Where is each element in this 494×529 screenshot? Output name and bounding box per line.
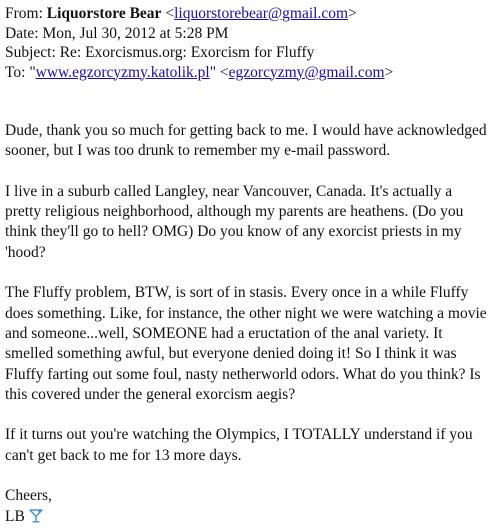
from-open-bracket: < <box>165 5 175 22</box>
from-label: From: <box>5 5 43 22</box>
body-paragraph: If it turns out you're watching the Olympics, I TOTALLY understand if you can't get back to me for 13 more days. <box>5 426 473 464</box>
body-paragraph: I live in a suburb called Langley, near Vancouver, Canada. It's actually a pretty religious neighborhood, although my parents are heathens. (Do you think they'll go to hell? OMG) Do you know of any exorcist priests in my 'hood? <box>5 182 464 261</box>
to-quote-open: " <box>29 63 36 81</box>
subject-label: Subject: <box>5 44 56 61</box>
from-row <box>5 4 393 24</box>
recipient-name-link[interactable]: www.egzorcyzmy.katolik.pl <box>35 63 210 81</box>
subject-row <box>5 43 393 63</box>
date-label: Date: <box>5 24 39 42</box>
email-body <box>5 121 491 527</box>
date-row <box>5 24 393 44</box>
recipient-email-link[interactable]: egzorcyzmy@gmail.com <box>228 63 385 81</box>
to-open-bracket: < <box>219 63 229 81</box>
signature-line <box>5 507 491 527</box>
to-close-bracket: > <box>384 63 394 81</box>
signature-block <box>5 486 491 527</box>
email-headers <box>5 4 393 82</box>
signature-name: LB <box>5 507 25 525</box>
body-paragraph: The Fluffy problem, BTW, is sort of in stasis. Every once in a while Fluffy does something. Like, for instance, the other night we were watching a movie and someone...well, SOMEONE had a eructation of the anal variety. It smelled something awful, but everyone denied doing it! So I think it was Fluffy farting out some foul, nasty netherworld odors. What do you think? Is this covered under the general exorcism aegis? <box>5 284 487 403</box>
sender-email-link[interactable]: liquorstorebear@gmail.com <box>174 5 349 22</box>
date-value: Mon, Jul 30, 2012 at 5:28 PM <box>42 24 229 42</box>
body-paragraph: Dude, thank you so much for getting back to me. I would have acknowledged sooner, but I was too drunk to remember my e-mail password. <box>5 122 487 160</box>
cocktail-glass-icon <box>29 509 43 523</box>
subject-value: Re: Exorcismus.org: Exorcism for Fluffy <box>59 44 315 61</box>
sender-name: Liquorstore Bear <box>46 5 162 22</box>
closing-line: Cheers, <box>5 487 52 505</box>
to-row <box>5 63 393 83</box>
to-quote-close: " <box>209 63 217 81</box>
from-close-bracket: > <box>348 5 357 22</box>
to-label: To: <box>5 63 26 81</box>
